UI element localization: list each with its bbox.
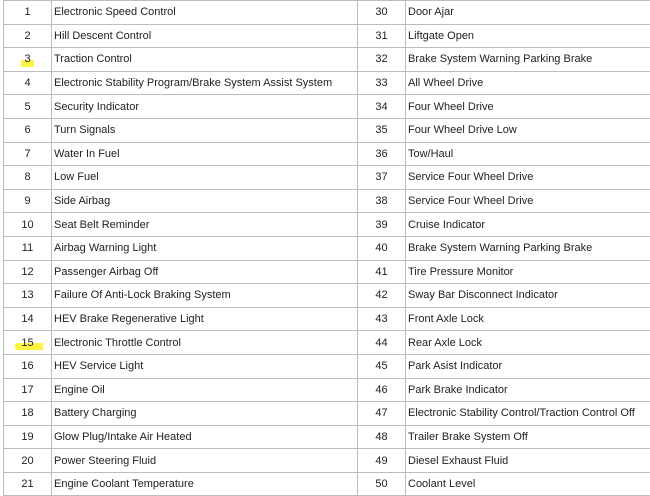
right-number: 46	[358, 378, 406, 402]
left-label: Seat Belt Reminder	[52, 213, 358, 237]
left-number-cell	[4, 402, 52, 426]
table-row	[4, 48, 650, 72]
right-label: Four Wheel Drive Low	[406, 118, 650, 142]
left-number: 11	[22, 242, 33, 254]
left-number-cell	[4, 260, 52, 284]
right-label: Liftgate Open	[406, 24, 650, 48]
table-row	[4, 95, 650, 119]
left-number: 21	[21, 478, 33, 490]
left-number: 13	[21, 289, 33, 301]
left-number: 16	[21, 360, 33, 372]
table-row	[4, 142, 650, 166]
right-label: Service Four Wheel Drive	[406, 166, 650, 190]
left-number: 9	[24, 195, 30, 207]
left-label: Electronic Stability Program/Brake System Assist System	[52, 71, 358, 95]
table-row	[4, 118, 650, 142]
left-label: Glow Plug/Intake Air Heated	[52, 425, 358, 449]
left-label: Airbag Warning Light	[52, 236, 358, 260]
left-number-cell	[4, 213, 52, 237]
left-number-cell	[4, 425, 52, 449]
table-row	[4, 425, 650, 449]
right-label: Service Four Wheel Drive	[406, 189, 650, 213]
left-number: 10	[21, 219, 33, 231]
right-number: 48	[358, 425, 406, 449]
table-row	[4, 449, 650, 473]
warning-light-legend-table	[3, 0, 650, 496]
left-number: 15	[21, 337, 33, 349]
table-row	[4, 354, 650, 378]
left-number: 2	[24, 30, 30, 42]
left-number: 7	[24, 148, 30, 160]
table-row	[4, 71, 650, 95]
left-label: Battery Charging	[52, 402, 358, 426]
left-number-cell	[4, 307, 52, 331]
left-number-cell	[4, 354, 52, 378]
right-number: 50	[358, 472, 406, 496]
right-label: Tow/Haul	[406, 142, 650, 166]
left-number: 1	[24, 6, 30, 18]
right-number: 45	[358, 354, 406, 378]
right-label: Brake System Warning Parking Brake	[406, 236, 650, 260]
table-row	[4, 213, 650, 237]
table-row	[4, 236, 650, 260]
right-label: Electronic Stability Control/Traction Control Off	[406, 402, 650, 426]
right-number: 43	[358, 307, 406, 331]
left-number-cell	[4, 236, 52, 260]
table-row	[4, 307, 650, 331]
left-number-cell	[4, 166, 52, 190]
left-number: 6	[24, 124, 30, 136]
right-number: 42	[358, 284, 406, 308]
left-number: 19	[21, 431, 33, 443]
right-label: Door Ajar	[406, 1, 650, 25]
table-row	[4, 24, 650, 48]
left-label: Security Indicator	[52, 95, 358, 119]
right-number: 33	[358, 71, 406, 95]
right-number: 34	[358, 95, 406, 119]
left-label: Power Steering Fluid	[52, 449, 358, 473]
right-label: Brake System Warning Parking Brake	[406, 48, 650, 72]
table-row	[4, 166, 650, 190]
left-number-cell	[4, 331, 52, 355]
right-number: 44	[358, 331, 406, 355]
left-number: 8	[24, 171, 30, 183]
right-label: Rear Axle Lock	[406, 331, 650, 355]
left-number-cell	[4, 378, 52, 402]
left-label: Side Airbag	[52, 189, 358, 213]
left-label: Traction Control	[52, 48, 358, 72]
right-number: 40	[358, 236, 406, 260]
table-row	[4, 1, 650, 25]
right-label: Coolant Level	[406, 472, 650, 496]
left-label: Engine Coolant Temperature	[52, 472, 358, 496]
left-label: Low Fuel	[52, 166, 358, 190]
left-number: 17	[21, 384, 33, 396]
right-label: Cruise Indicator	[406, 213, 650, 237]
left-number: 20	[21, 455, 33, 467]
right-number: 36	[358, 142, 406, 166]
left-number: 4	[24, 77, 30, 89]
left-label: Failure Of Anti-Lock Braking System	[52, 284, 358, 308]
left-number-cell	[4, 24, 52, 48]
right-number: 30	[358, 1, 406, 25]
left-label: HEV Brake Regenerative Light	[52, 307, 358, 331]
right-number: 39	[358, 213, 406, 237]
left-label: Electronic Speed Control	[52, 1, 358, 25]
left-number: 14	[21, 313, 33, 325]
right-number: 49	[358, 449, 406, 473]
right-number: 32	[358, 48, 406, 72]
left-number-cell	[4, 472, 52, 496]
table-row	[4, 260, 650, 284]
left-number: 18	[21, 407, 33, 419]
left-label: Turn Signals	[52, 118, 358, 142]
right-number: 31	[358, 24, 406, 48]
right-label: Sway Bar Disconnect Indicator	[406, 284, 650, 308]
left-label: Passenger Airbag Off	[52, 260, 358, 284]
right-number: 35	[358, 118, 406, 142]
table-row	[4, 472, 650, 496]
left-number-cell	[4, 1, 52, 25]
left-number-cell	[4, 48, 52, 72]
left-number: 5	[24, 101, 30, 113]
left-number: 3	[24, 53, 30, 65]
left-number-cell	[4, 284, 52, 308]
right-label: Park Brake Indicator	[406, 378, 650, 402]
left-label: Electronic Throttle Control	[52, 331, 358, 355]
right-label: Tire Pressure Monitor	[406, 260, 650, 284]
legend-table-body	[4, 1, 650, 496]
left-label: Water In Fuel	[52, 142, 358, 166]
left-label: Hill Descent Control	[52, 24, 358, 48]
left-label: HEV Service Light	[52, 354, 358, 378]
right-label: Front Axle Lock	[406, 307, 650, 331]
left-number-cell	[4, 449, 52, 473]
right-number: 38	[358, 189, 406, 213]
right-number: 37	[358, 166, 406, 190]
right-label: Trailer Brake System Off	[406, 425, 650, 449]
table-row	[4, 402, 650, 426]
left-number: 12	[21, 266, 33, 278]
right-label: Diesel Exhaust Fluid	[406, 449, 650, 473]
right-number: 47	[358, 402, 406, 426]
table-row	[4, 331, 650, 355]
right-label: All Wheel Drive	[406, 71, 650, 95]
table-row	[4, 189, 650, 213]
left-number-cell	[4, 142, 52, 166]
left-number-cell	[4, 71, 52, 95]
left-number-cell	[4, 118, 52, 142]
left-label: Engine Oil	[52, 378, 358, 402]
table-row	[4, 378, 650, 402]
right-label: Four Wheel Drive	[406, 95, 650, 119]
left-number-cell	[4, 95, 52, 119]
left-number-cell	[4, 189, 52, 213]
table-row	[4, 284, 650, 308]
right-number: 41	[358, 260, 406, 284]
right-label: Park Asist Indicator	[406, 354, 650, 378]
